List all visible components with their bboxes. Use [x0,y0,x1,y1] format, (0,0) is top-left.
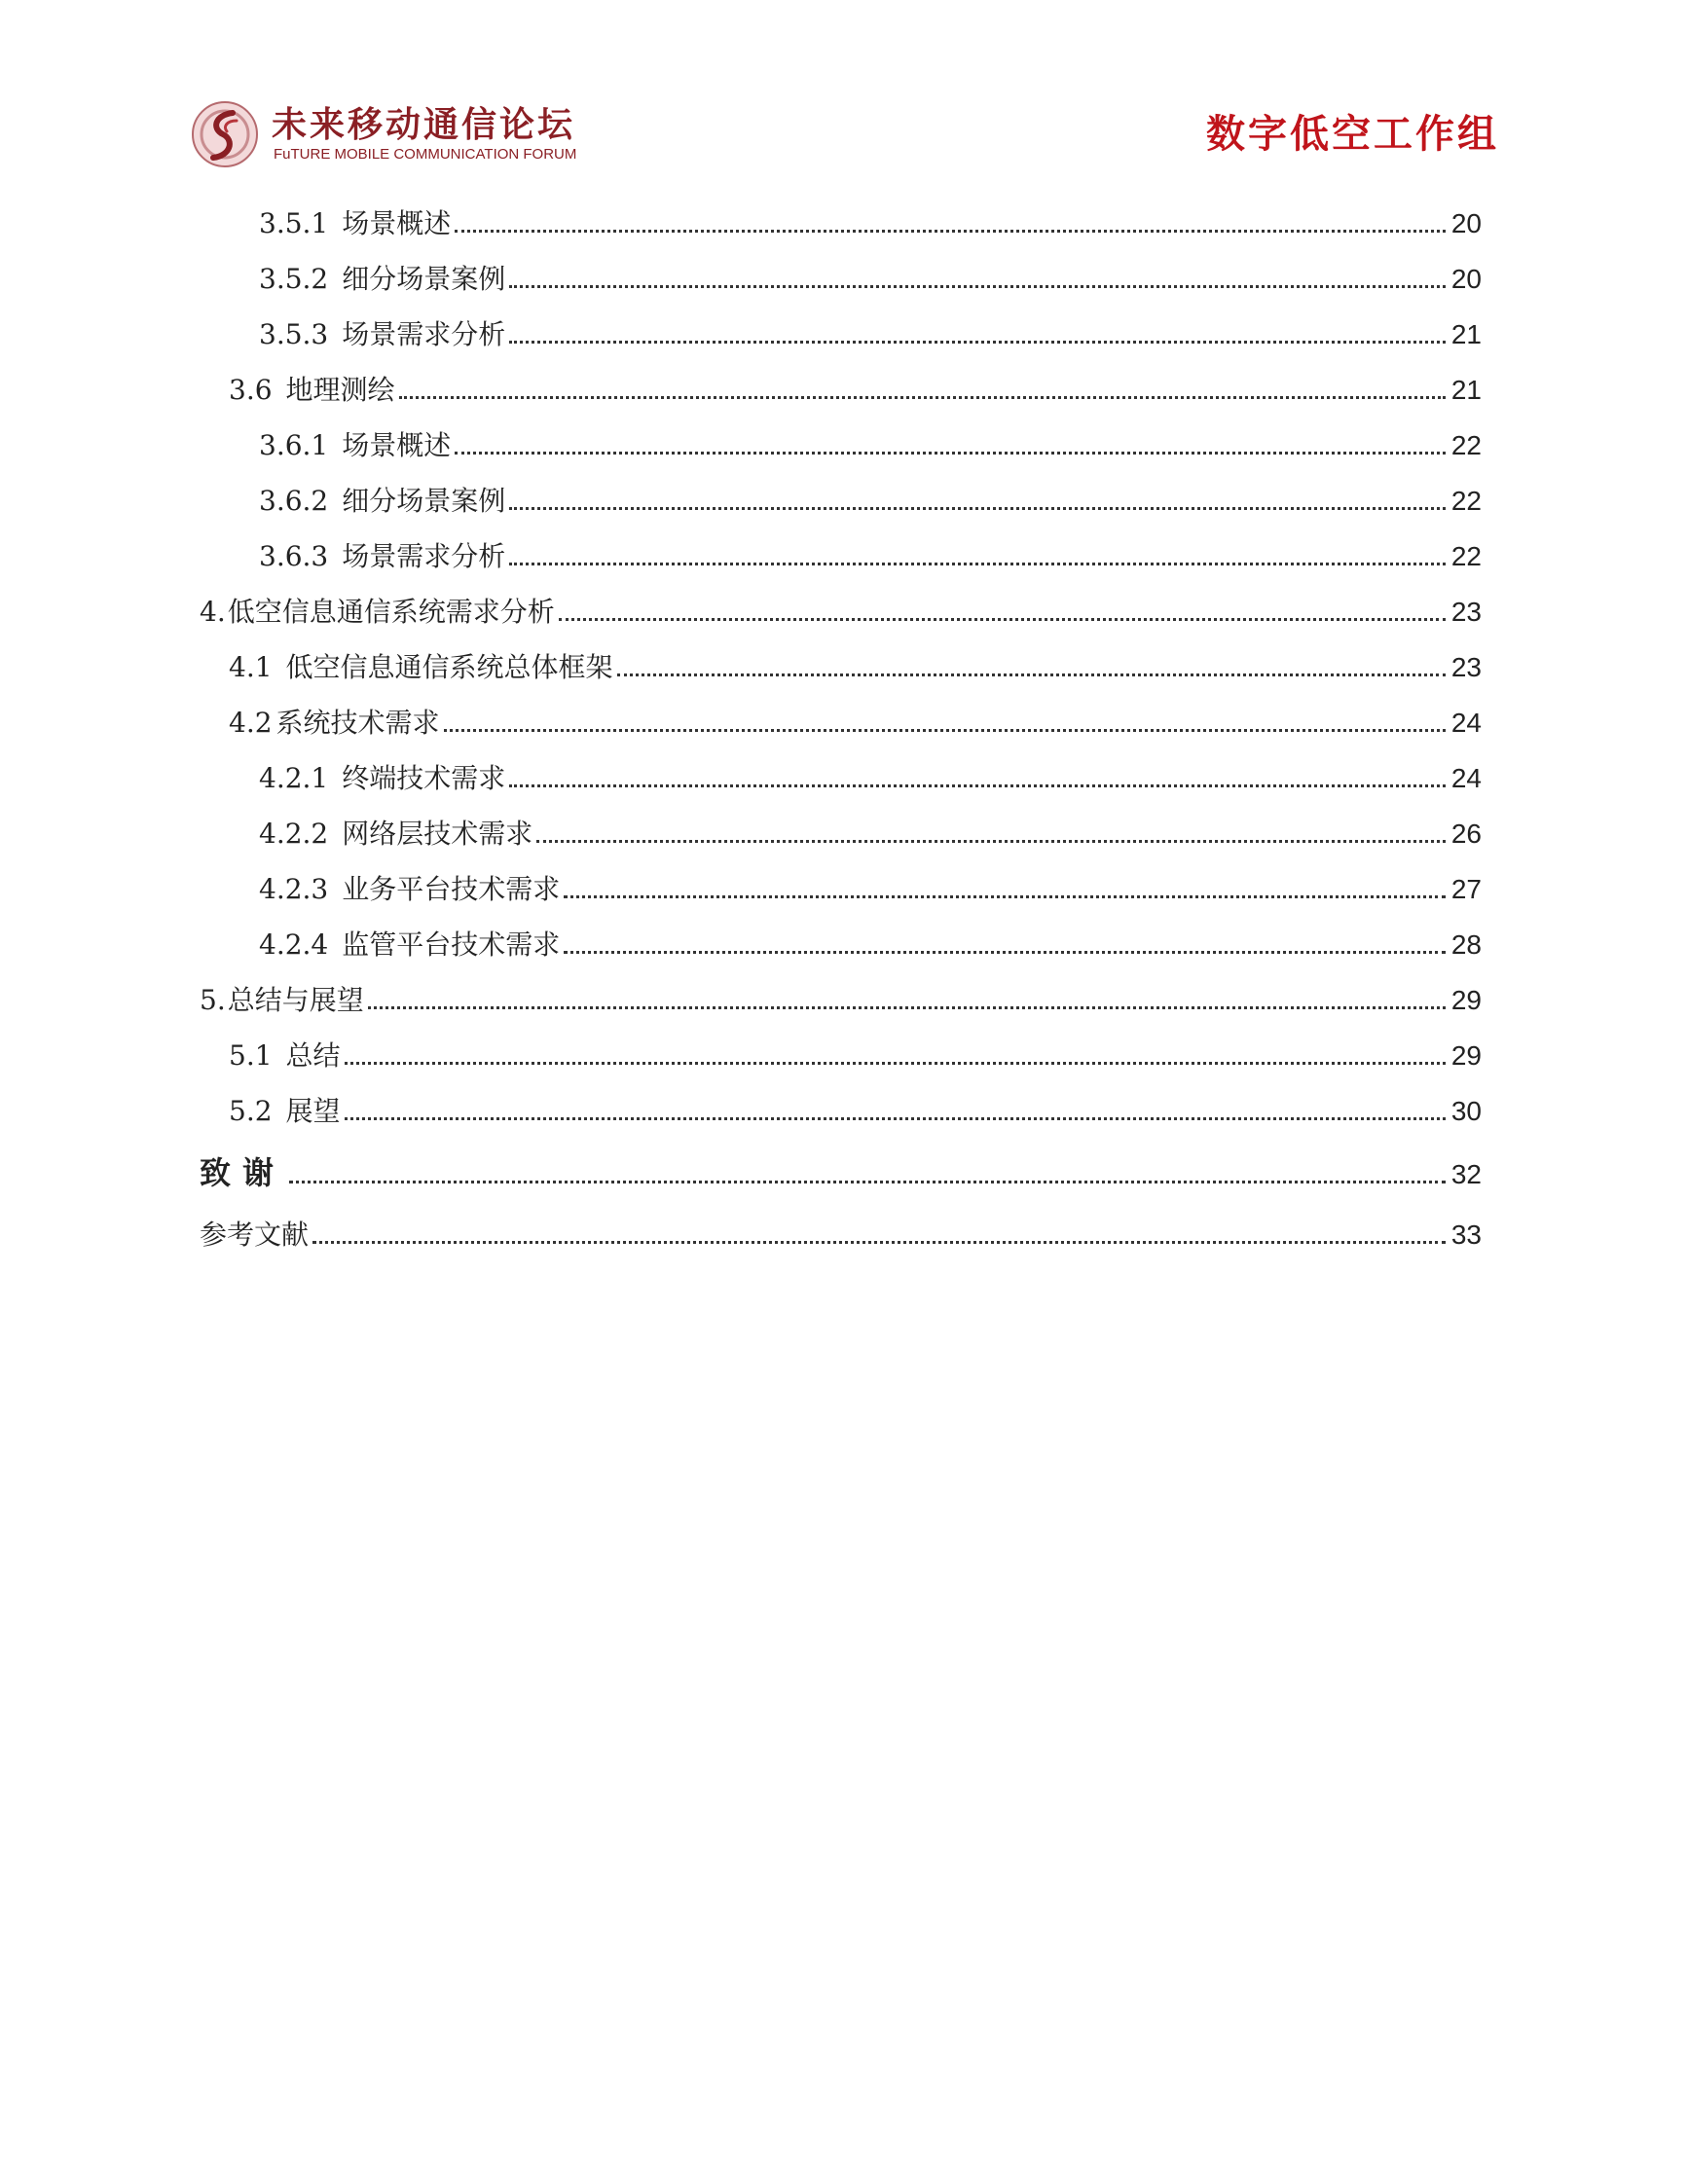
dot-leader [509,341,1446,344]
toc-entry-page: 22 [1450,486,1482,516]
toc-entry-title: 系统技术需求 [275,707,440,739]
toc-entry[interactable] [259,860,1482,903]
dot-leader [345,1117,1446,1120]
toc-entry[interactable] [259,749,1482,792]
toc-entry-title: 低空信息通信系统总体框架 [285,651,613,683]
toc-entry-page: 22 [1450,541,1482,571]
toc-entry-page: 24 [1450,708,1482,738]
toc-entry-number: 3.6.1 [259,429,329,461]
toc-entry-title: 场景需求分析 [342,318,506,350]
toc-entry-number: 3.5.3 [259,318,329,350]
toc-entry-title: 展望 [285,1095,341,1127]
toc-entry-number: 4.2.3 [259,873,329,905]
dot-leader [368,1006,1446,1009]
dot-leader [536,840,1446,843]
toc-entry-page: 33 [1450,1219,1482,1250]
toc-entry-page: 27 [1450,874,1482,904]
toc-entry[interactable] [259,250,1482,293]
dot-leader [289,1181,1446,1183]
dot-leader [345,1062,1446,1065]
toc-entry-title: 监管平台技术需求 [342,928,561,961]
toc-entry-title: 业务平台技术需求 [342,873,561,905]
toc-entry-number: 4.2.2 [259,818,329,850]
toc-entry[interactable] [229,694,1482,737]
dot-leader [564,895,1446,898]
group-name: 数字低空工作组 [1206,111,1499,157]
dot-leader [559,618,1446,621]
dot-leader [455,452,1446,455]
toc-entry-acknowledgements[interactable] [200,1146,1482,1191]
toc-entry-number: 4.1 [229,651,273,683]
toc-entry-page: 22 [1450,430,1482,460]
toc-entry-number: 5.2 [229,1095,273,1127]
toc-entry-page: 24 [1450,763,1482,793]
toc-entry-number: 3.6.3 [259,540,329,572]
toc-entry-number: 3.5.2 [259,263,329,295]
toc-entry[interactable] [200,971,1482,1014]
toc-entry-page: 28 [1450,929,1482,960]
toc-entry[interactable] [259,916,1482,959]
dot-leader [617,673,1446,676]
toc-entry-title: 低空信息通信系统需求分析 [227,596,555,628]
toc-entry-title: 总结与展望 [227,984,364,1016]
toc-entry-number: 4.2.1 [259,762,329,794]
toc-entry[interactable] [259,528,1482,570]
toc-entry[interactable] [259,195,1482,237]
dot-leader [509,285,1446,288]
toc-entry-title: 参考文献 [200,1219,310,1251]
toc-entry[interactable] [259,805,1482,848]
dot-leader [509,507,1446,510]
toc-entry[interactable] [229,361,1482,404]
toc-entry-page: 21 [1450,375,1482,405]
toc-entry-title: 场景需求分析 [342,540,506,572]
toc-entry-page: 29 [1450,1040,1482,1071]
toc-entry[interactable] [229,638,1482,681]
toc-entry-number: 4.2 [229,707,273,739]
toc-entry-page: 32 [1450,1159,1482,1189]
toc-entry-title: 细分场景案例 [342,485,506,517]
toc-entry-title: 总结 [285,1039,341,1072]
toc-entry[interactable] [259,472,1482,515]
toc-entry-title: 地理测绘 [285,374,395,406]
dot-leader [509,784,1446,787]
toc-entry[interactable] [229,1027,1482,1070]
toc-entry-title: 致谢 [200,1154,286,1191]
toc-entry-number: 3.6 [229,374,273,406]
toc-entry-page: 29 [1450,985,1482,1015]
dot-leader [564,951,1446,954]
dot-leader [455,230,1446,233]
org-name: 未来移动通信论坛 [272,104,576,145]
toc-entry-page: 23 [1450,597,1482,627]
toc-entry-title: 场景概述 [342,207,452,239]
toc-entry-page: 20 [1450,264,1482,294]
toc-entry-page: 20 [1450,208,1482,238]
toc-entry-number: 3.6.2 [259,485,329,517]
dot-leader [444,729,1446,732]
toc-entry-page: 30 [1450,1096,1482,1126]
toc-entry[interactable] [259,306,1482,348]
toc-entry-page: 21 [1450,319,1482,349]
dot-leader [399,396,1446,399]
toc-entry[interactable] [200,583,1482,626]
toc-entry-number: 4.2.4 [259,928,329,961]
toc-entry-number: 4. [200,596,226,628]
toc-entry-number: 5.1 [229,1039,273,1072]
dot-leader [312,1241,1446,1244]
toc-entry[interactable] [259,417,1482,459]
toc-entry-number: 3.5.1 [259,207,329,239]
dot-leader [509,563,1446,565]
toc-entry[interactable] [229,1082,1482,1125]
toc-entry-references[interactable] [200,1206,1482,1249]
org-subtitle: FuTURE MOBILE COMMUNICATION FORUM [274,146,577,163]
toc-entry-page: 23 [1450,652,1482,682]
toc-entry-title: 网络层技术需求 [342,818,533,850]
toc-entry-title: 场景概述 [342,429,452,461]
toc-entry-title: 终端技术需求 [342,762,506,794]
toc-entry-number: 5. [200,984,226,1016]
toc-entry-title: 细分场景案例 [342,263,506,295]
toc-entry-page: 26 [1450,819,1482,849]
